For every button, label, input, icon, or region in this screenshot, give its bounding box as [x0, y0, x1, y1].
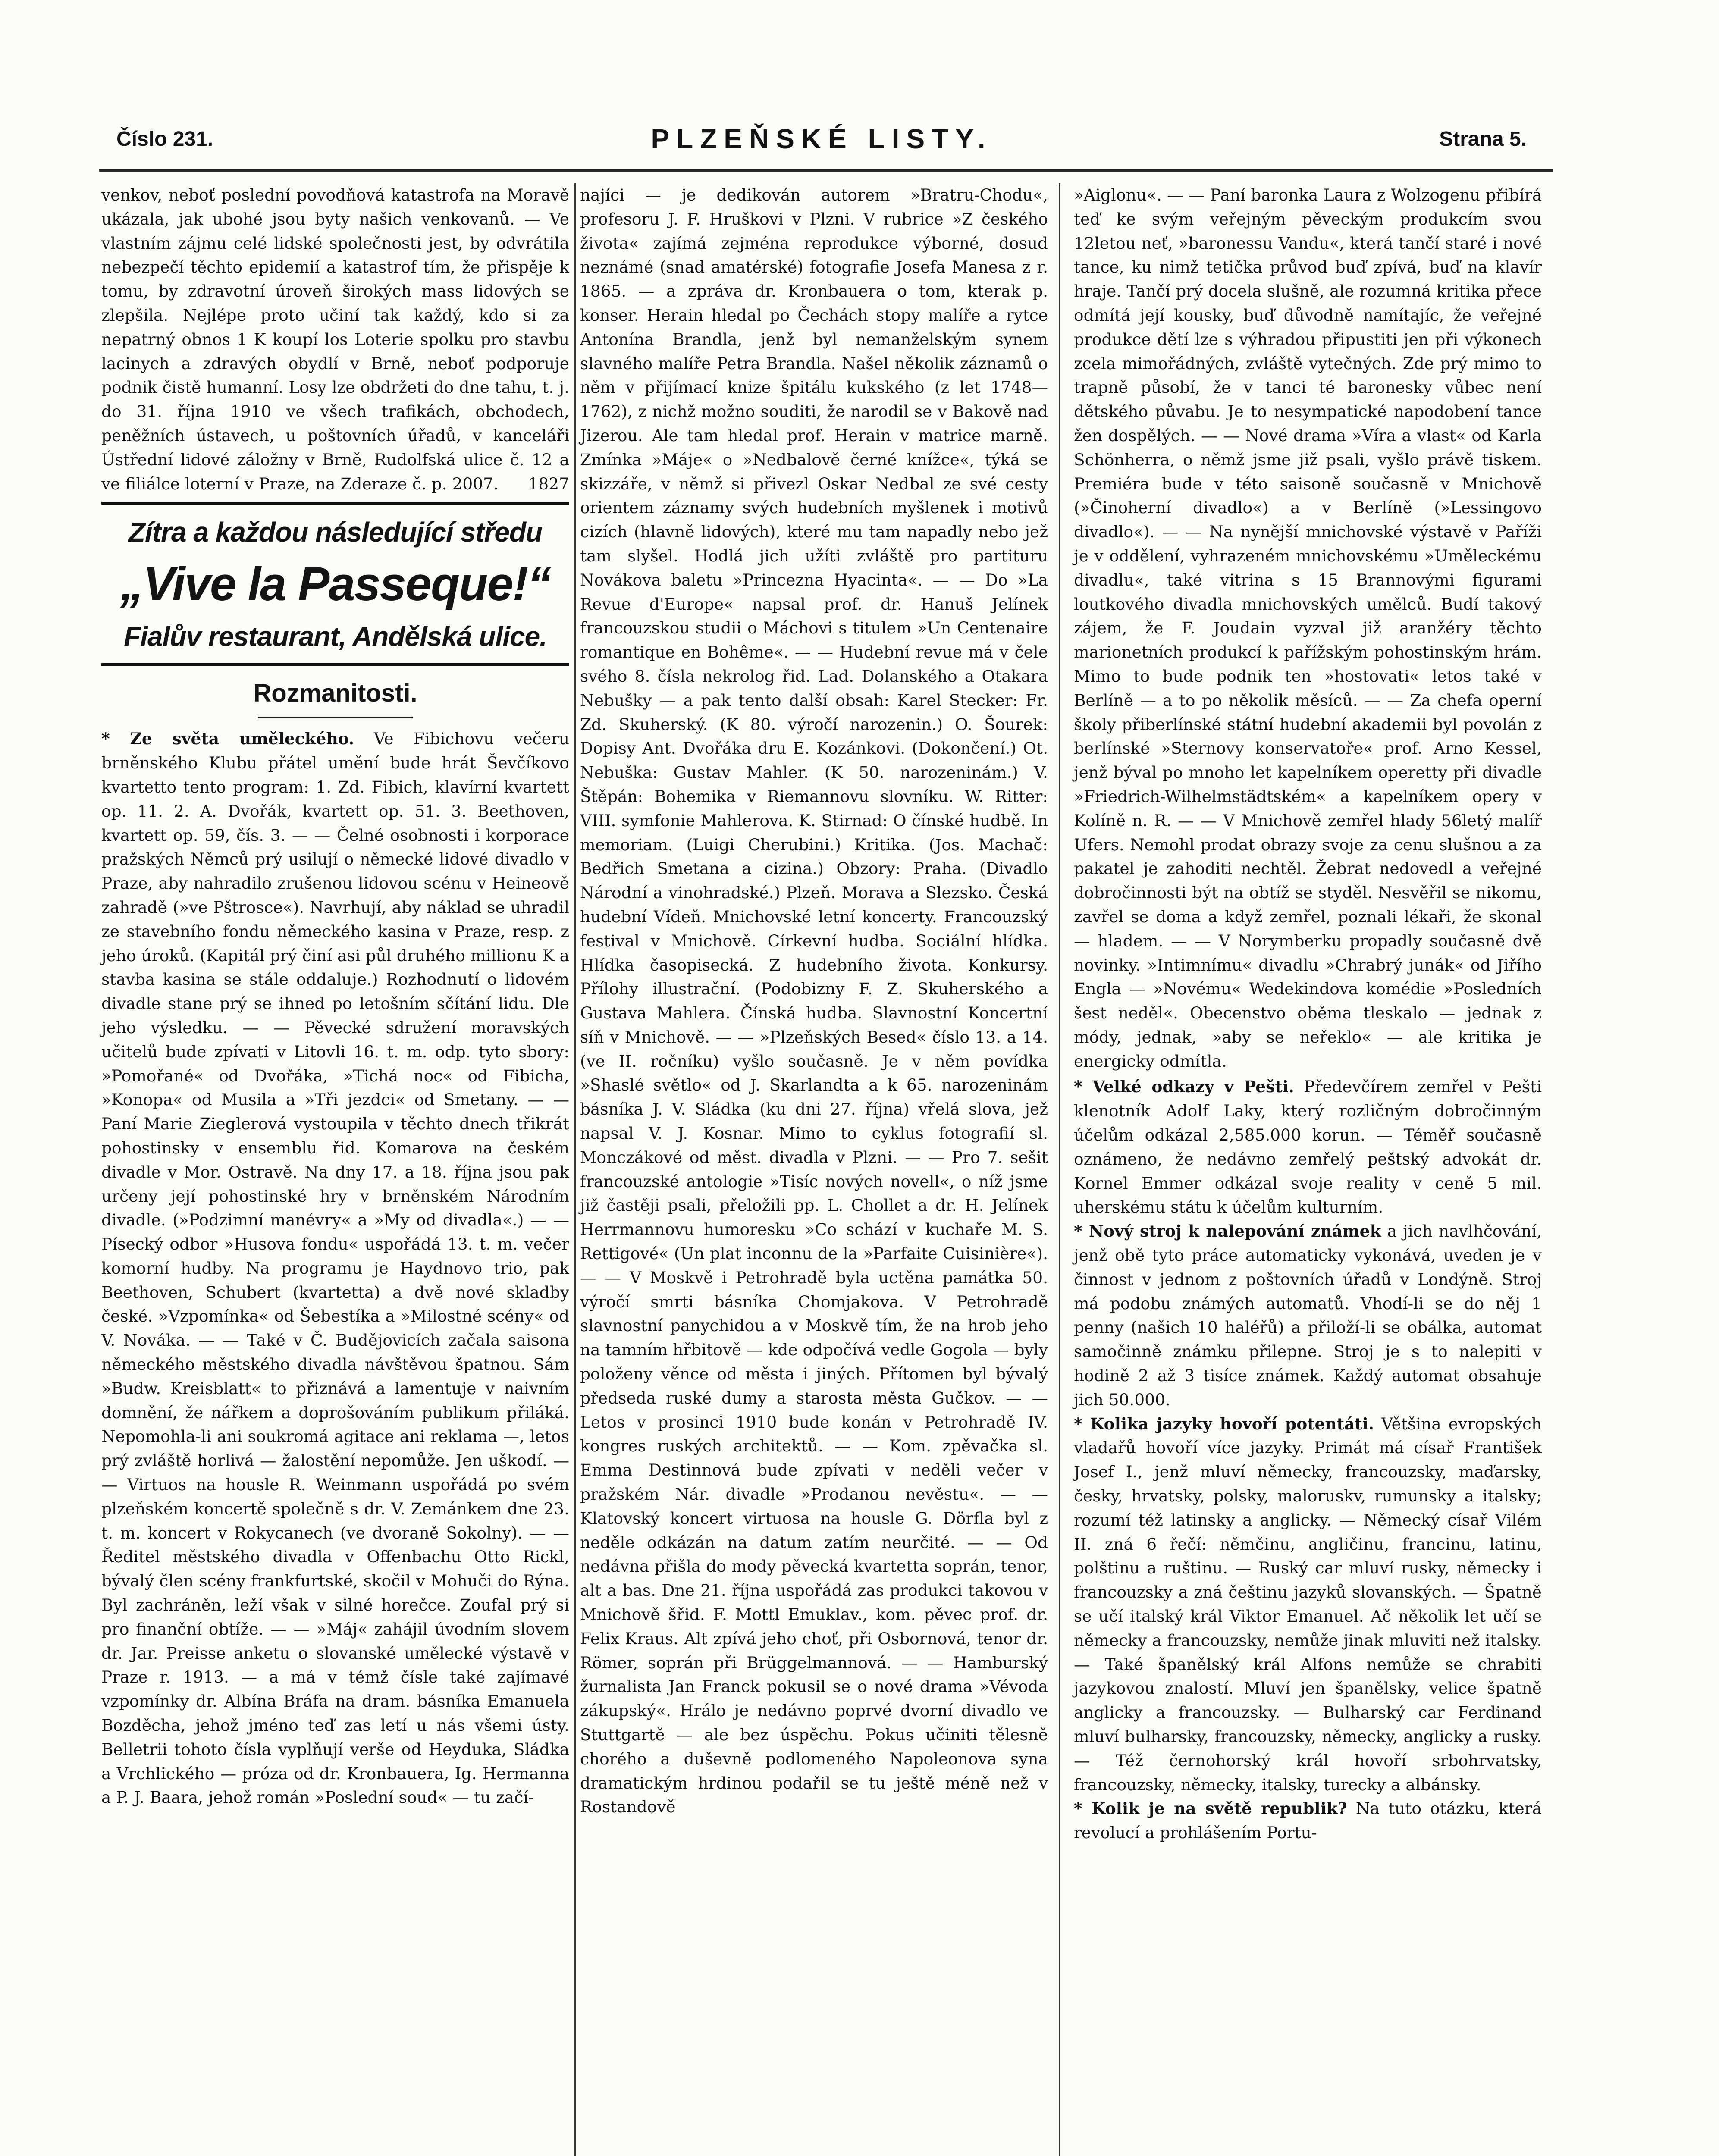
ad-line-1: Zítra a každou následující středu — [128, 517, 543, 548]
header-rule — [99, 169, 1553, 172]
article-body: a jich navlhčování, jenž obě tyto práce automaticky vykonává, uveden je v činnost v jednom z poštovních úřadů v Londýně. Stroj má podobu známých automatů. Vhodí-li se do něj 1 penny (našich 10 haléřů) a přiloží-li se obálka, automat samočinně známku přilepne. Stroj je s to nalepiti v hodině 2 až 3 tisíce známek. Každý automat obsahuje jich 50.000. — [1074, 1222, 1542, 1409]
section-title: Rozmanitosti. — [253, 679, 417, 708]
article-heading: * Kolika jazyky hovoří potentáti. — [1074, 1414, 1374, 1433]
ad-line-3: Fialův restaurant, Andělská ulice. — [124, 621, 547, 652]
page-number: Strana 5. — [1439, 128, 1527, 150]
article-continuation: »Aiglonu«. — — Paní baronka Laura z Wolzogenu přibírá teď ke svým veřejným pěveckým produkcím svou 12letou neť, »baronessu Vandu«, která tančí staré i nové tance, ku nimž tetička průvod buď zpívá, buď na klavír hraje. Tančí prý docela slušně, ale rozumná kritika přece odmítá její kousky, buď důvodně namítajíc, že veřejné produkce dětí lze s výhradou připustiti jen při výkonech zcela mimořádných, zvláště vytečných. Zde prý mimo to trapně působí, že v tanci té baronesky vůbec není dětského půvabu. Je to nesympatické napodobení tance žen dospělých. — — Nové drama »Víra a vlast« od Karla Schönherra, o němž jsme již psali, vyšlo právě tiskem. Premiéra bude v této saisoně současně v Mnichově (»Činoherní divadlo«) a v Berlíně (»Lessingovo divadlo«). — — Na nynější mnichovské výstavě v Paříži je v oddělení, vyhrazeném mnichovskému »Uměleckému divadlu«, také vitrina s 15 Brannovými figurami loutkového divadla mnichovských umělců. Budí takový zájem, že F. Joudain vyzval již aranžéry těchto marionetních produkcí k pařížským pohostinským hrám. Mimo to bude podnik ten »hostovati« letos také v Berlíně — a to po několik měsíců. — — Za chefa operní školy přiberlínské státní hudební akademii byl povolán z berlínské »Sternovy konservatoře« prof. Arno Kessel, jenž býval po mnoho let kapelníkem operetty při divadle »Friedrich-Wilhelmstädtském« a kapelníkem opery v Kolíně n. R. — — V Mnichově zemřel hlady 56letý malíř Ufers. Nemohl prodat obrazy svoje za cenu slušnou a za pakatel je zahoditi nechtěl. Žebrat nedovedl a veřejné dobročinnosti být na obtíž se styděl. Nesvěřil se nikomu, zavřel se doma a když zemřel, poznali lékaři, že skonal — hladem. — — V Norymberku propadly současně dvě novinky. »Intimnímu« divadlu »Chrabrý junák« od Jiřího Engla — »Novému« Wedekindova komédie »Posledních šest neděl«. Obecenstvo oběma tleskalo — jednak z módy, jednak, »aby se neřeklo« — ale kritika je energicky odmítla. — [1074, 185, 1542, 1071]
article-body: Na tuto otázku, která revolucí a prohlášením Portu- — [1074, 1799, 1542, 1843]
column-2 — [580, 183, 1048, 1819]
column-1 — [101, 183, 569, 1810]
ad-line-2: „Vive la Passeque!“ — [120, 558, 551, 611]
article-heading: * Kolik je na světě republik? — [1074, 1799, 1347, 1818]
article-body: Ve Fibichovu večeru brněnského Klubu přátel umění bude hrát Ševčíkovo kvartetto tento program: 1. Zd. Fibich, klavírní kvartett op. 11. 2. A. Dvořák, kvartett op. 51. 3. Beethoven, kvartett op. 59, čís. 3. — — Čelné osobnosti i korporace pražských Němců prý usilují o německé lidové divadlo v Praze, aby nahradilo zrušenou lidovou scénu v Heineově zahradě (»ve Pštrosce«). Navrhují, aby náklad se uhradil ze stavebního fondu německého kasina v Praze, resp. z jeho úroků. (Kapitál prý činí asi půl druhého millionu K a stavba kasina se stále oddaluje.) Rozhodnutí o lidovém divadle stane prý se ihned po letošním sčítání lidu. Dle jeho výsledku. — — Pěvecké sdružení moravských učitelů bude zpívati v Litovli 16. t. m. odp. tyto sbory: »Pomořané« od Dvořáka, »Tichá noc« od Fibicha, »Konopa« od Musila a »Tři jezdci« od Smetany. — — Paní Marie Zieglerová vystoupila v těchto dnech třikrát pohostinsky v ensemblu řid. Komarova na českém divadle v Mor. Ostravě. Na dny 17. a 18. října jsou pak určeny její pohostinské hry v brněnském Národním divadle. (»Podzimní manévry« a »My od divadla«.) — — Písecký odbor »Husova fondu« uspořádá 13. t. m. večer komorní hudby. Na programu je Haydnovo trio, pak Beethoven, Schubert (kvartetta) a dvě nové skladby české. »Vzpomínka« od Šebestíka a »Milostné scény« od V. Nováka. — — Také v Č. Budějovicích začala saisona německého městského divadla návštěvou špatnou. Sám »Budw. Kreisblatt« to přiznává a lamentuje v naivním domnění, že nářkem a doprošováním publikum přiláká. Nepomohla-li ani soukromá agitace ani reklama —, letos prý zvláště horlivá — žalostění nepomůže. Jen uškodí. — — Virtuos na housle R. Weinmann uspořádá po svém plzeňském koncertě společně s dr. V. Zemánkem dne 23. t. m. koncert v Rokycanech (ve dvoraně Sokolny). — — Ředitel městského divadla v Offenbachu Otto Rickl, bývalý člen scény frankfurtské, skočil v Mohuči do Rýna. Byl zachráněn, leží však v silné horečce. Zoufal prý si pro finanční obtíže. — — »Máj« zahájil úvodním slovem dr. Jar. Preisse anketu o slovanské umělecké výstavě v Praze r. 1913. — a má v témž čísle také zajímavé vzpomínky dr. Albína Bráfa na dram. básníka Emanuela Bozděcha, jehož jméno teď zas letí u nás všemi ústy. Belletrii tohoto čísla vyplňují verše od Heyduka, Sládka a Vrchlického — próza od dr. Kronbauera, Ig. Hermanna a P. J. Baara, jehož román »Poslední soud« — tu začí- — [101, 729, 569, 1807]
column-divider — [574, 183, 576, 2156]
article-stamp-machine — [1074, 1219, 1542, 1412]
article-republics — [1074, 1797, 1542, 1845]
article-body: Většina evropských vladařů hovoří více jazyky. Primát má císař František Josef I., jenž mluví německy, francouzsky, maďarsky, česky, hrvatsky, polsky, maloruskv, rumunsky a italsky; rozumí též latinsky a anglicky. — Německý císař Vilém II. zná 6 řečí: němčinu, angličinu, francinu, latinu, polštinu a ruštinu. — Ruský car mluví rusky, německy i francouzsky a zná češtinu jazyků slovanských. — Špatně se učí italský král Viktor Emanuel. Ač několik let učí se německy a francouzsky, nemůže jinak mluviti než italsky. — Také španělský král Alfons nemůže se chrabiti jazykovou znalostí. Mluví jen španělsky, velice špatně anglicky a francouzsky. — Bulharský car Ferdinand mluví bulharsky, francouzsky, německy, anglicky a rusky. — Též černohorský král hovoří srbohrvatsky, francouzsky, německy, italsky, turecky a albánsky. — [1074, 1414, 1542, 1794]
article-body: Předevčírem zemřel v Pešti klenotník Adolf Laky, který rozličným dobročinným účelům odkázal 2,585.000 korun. — Téměř současně oznámeno, že nedávno zemřelý peštský advokát dr. Kornel Emmer odkázal svoje reality v ceně 5 mil. uherskému státu k účelům kulturním. — [1074, 1077, 1542, 1217]
lottery-notice-text: venkov, neboť poslední povodňová katastrofa na Moravě ukázala, jak ubohé jsou byty našich venkovanů. — Ve vlastním zájmu celé lidské společnosti jest, by odvrátila nebezpečí těchto epidemií a katastrof tím, že přispěje k tomu, by zdravotní úroveň širokých mass lidových se zlepšila. Nejlépe proto učiní tak každý, kdo si za nepatrný obnos 1 K koupí los Loterie spolku pro stavbu lacinych a zdravých obydlí v Brně, neboť podporuje podnik čistě humanní. Losy lze obdržeti do dne tahu, t. j. do 31. října 1910 ve všech trafikách, obchodech, peněžních ústavech, u poštovních úřadů, v kanceláři Ústřední lidové záložny v Brně, Rudolfská ulice č. 12 a ve filiálce loterní v Praze, na Zderaze č. p. 2007. — [101, 185, 569, 493]
article-heading: * Ze světa uměleckého. — [101, 729, 354, 749]
issue-number: Číslo 231. — [116, 128, 213, 150]
article-art-world — [101, 727, 569, 1810]
article-monarch-languages — [1074, 1412, 1542, 1797]
column-3 — [1074, 183, 1542, 1845]
newspaper-title: PLZEŇSKÉ LISTY. — [651, 123, 992, 154]
article-heading: * Nový stroj k nalepování známek — [1074, 1222, 1381, 1241]
column-divider — [1059, 183, 1060, 2156]
article-pest-bequests — [1074, 1075, 1542, 1219]
section-rule — [258, 717, 413, 718]
restaurant-advertisement — [101, 502, 569, 666]
lottery-notice — [101, 183, 569, 496]
article-continuation: najíci — je dedikován autorem »Bratru-Chodu«, profesoru J. F. Hruškovi v Plzni. V rubrice »Z českého života« zajímá zejména reprodukce výborné, dosud neznámé (snad amatérské) fotografie Josefa Manesa z r. 1865. — a zpráva dr. Kronbauera o tom, kterak p. konser. Herain hledal po Čechách stopy malíře a rytce Antonína Brandla, jenž byl nemanželským synem slavného malíře Petra Brandla. Našel několik záznamů o něm v přijímací knize špitálu kukského (z let 1748—1762), z nichž možno souditi, že narodil se v Bakově nad Jizerou. Ale tam hledal prof. Herain v matrice marně. Zmínka »Máje« o »Nedbalově černé knížce«, týká se skizzáře, v němž si přivezl Oskar Nedbal ze své cesty orientem záznamy svých hudebních myšlenek i motivů cizích (hlavně lidových), které mu tam napadly nebo jež tam slyšel. Hodlá jich užíti zvláště pro partituru Novákova baletu »Princezna Hyacinta«. — — Do »La Revue d'Europe« napsal prof. dr. Hanuš Jelínek francouzskou studii o Máchovi s titulem »Un Centenaire romantique en Bohême«. — — Hudební revue má v čele svého 8. čísla nekrolog řid. Lad. Dolanského a Otakara Nebušky — a pak tento další obsah: Karel Stecker: Fr. Zd. Skuherský. (K 80. výročí narozenin.) O. Šourek: Dopisy Ant. Dvořáka dru E. Kozánkovi. (Dokončení.) Ot. Nebuška: Gustav Mahler. (K 50. narozeninám.) V. Štěpán: Bohemika v Riemannovu slovníku. W. Ritter: VIII. symfonie Mahlerova. K. Stirnad: O čínské hudbě. In memoriam. (Luigi Cherubini.) Kritika. (Jos. Machač: Bedřich Smetana a cizina.) Obzory: Praha. (Divadlo Národní a vinohradské.) Plzeň. Morava a Slezsko. Česká hudební Vídeň. Mnichovské letní koncerty. Francouzský festival v Mnichově. Církevní hudba. Sociální hlídka. Hlídka časopisecká. Z hudebního života. Konkursy. Přílohy illustrační. (Podobizny F. Z. Skuherského a Gustava Mahlera. Čínská hudba. Slavnostní Koncertní síň v Mnichově. — — »Plzeňských Besed« číslo 13. a 14. (ve II. ročníku) vyšlo současně. Je v něm povídka »Shaslé světlo« od J. Skarlandta a k 65. narozeninám básníka J. V. Sládka (ku dni 27. října) vřelá slova, jež napsal V. J. Kosnar. Mimo to cyklus fotografií sl. Monczákové od měst. divadla v Plzni. — — Pro 7. sešit francouzské antologie »Tisíc nových novell«, o níž jsme již častěji psali, přeložili pp. L. Chollet a dr. H. Jelínek Herrmannovu humoresku »Co schází v kuchaře M. S. Rettigové« (Un plat inconnu de la »Parfaite Cuisinière«). — — V Moskvě i Petrohradě byla uctěna památka 50. výročí smrti básníka Chomjakova. V Petrohradě slavnostní panychidou a v Moskvě tím, že na hrob jeho na tamním hřbitově — kde odpočívá vedle Gogola — byly položeny věnce od města i jiných. Přítomen byl bývalý předseda ruské dumy a starosta města Gučkov. — — Letos v prosinci 1910 bude konán v Petrohradě IV. kongres ruských architektů. — — Kom. zpěvačka sl. Emma Destinnová bude zpívati v neděli večer v pražském Nár. divadle »Prodanou nevěstu«. — — Klatovský koncert virtuosa na housle G. Dörfla byl z neděle odkázán na datum zatím neurčité. — — Od nedávna přišla do mody pěvecká kvartetta soprán, tenor, alt a bas. Dne 21. října uspořádá zas produkci takovou v Mnichově šřid. F. Mottl Emuklav., kom. pěvec prof. dr. Felix Kraus. Alt zpívá jeho choť, při Osbornová, tenor dr. Römer, soprán při Brüggelmannová. — — Hamburský žurnalista Jan Franck pokusil se o nové drama »Vévoda zákupský«. Hrálo je nedávno poprvé dvorní divadlo ve Stuttgartě — ale bez úspěchu. Pokus učiniti tělesně chorého a duševně podlomeného Napoleonova syna dramatickým hrdinou podařil se tu ještě méně než v Rostandově — [580, 185, 1048, 1817]
notice-code: 1827 — [528, 474, 569, 493]
article-heading: * Velké odkazy v Pešti. — [1074, 1077, 1294, 1097]
page-header — [116, 123, 1527, 162]
